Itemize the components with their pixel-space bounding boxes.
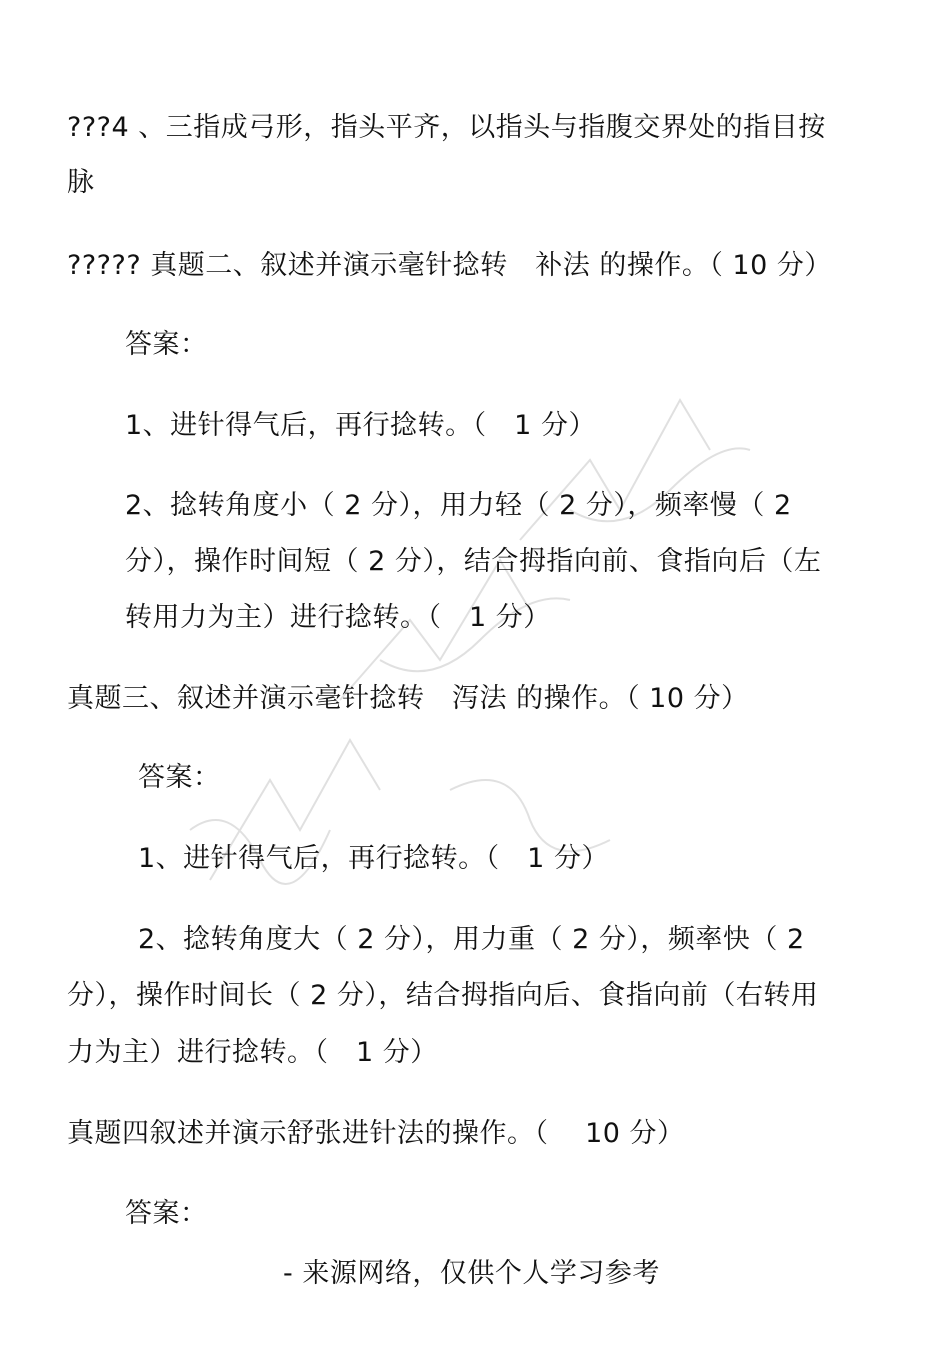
- watermark-graphic: [150, 360, 810, 920]
- question-2-title: ????? 真题二、叙述并演示毫针捻转 补法 的操作。（ 10 分）: [67, 250, 832, 281]
- footer-note: - 来源网络，仅供个人学习参考: [283, 1258, 660, 1289]
- answer-2-line-2: 2、捻转角度小（ 2 分），用力轻（ 2 分），频率慢（ 2: [125, 490, 792, 521]
- answer-label-2: 答案：: [125, 329, 208, 360]
- answer-3-line-1: 1、进针得气后，再行捻转。（ 1 分）: [138, 843, 609, 874]
- answer-label-4: 答案：: [125, 1198, 208, 1229]
- answer-2-line-1: 1、进针得气后，再行捻转。（ 1 分）: [125, 410, 596, 441]
- question-3-title: 真题三、叙述并演示毫针捻转 泻法 的操作。（ 10 分）: [67, 683, 749, 714]
- answer-3-line-3: 分），操作时间长（ 2 分），结合拇指向后、食指向前（右转用: [67, 980, 819, 1011]
- answer-3-line-2: 2、捻转角度大（ 2 分），用力重（ 2 分），频率快（ 2: [138, 924, 805, 955]
- text-line-2: 脉: [67, 167, 95, 198]
- question-4-title: 真题四叙述并演示舒张进针法的操作。（ 10 分）: [67, 1118, 685, 1149]
- text-line-1: ???4 、三指成弓形，指头平齐，以指头与指腹交界处的指目按: [67, 112, 826, 143]
- answer-2-line-3: 分），操作时间短（ 2 分），结合拇指向前、食指向后（左: [125, 546, 822, 577]
- answer-2-line-4: 转用力为主）进行捻转。（ 1 分）: [125, 602, 551, 633]
- answer-label-3: 答案：: [138, 762, 221, 793]
- answer-3-line-4: 力为主）进行捻转。（ 1 分）: [67, 1037, 438, 1068]
